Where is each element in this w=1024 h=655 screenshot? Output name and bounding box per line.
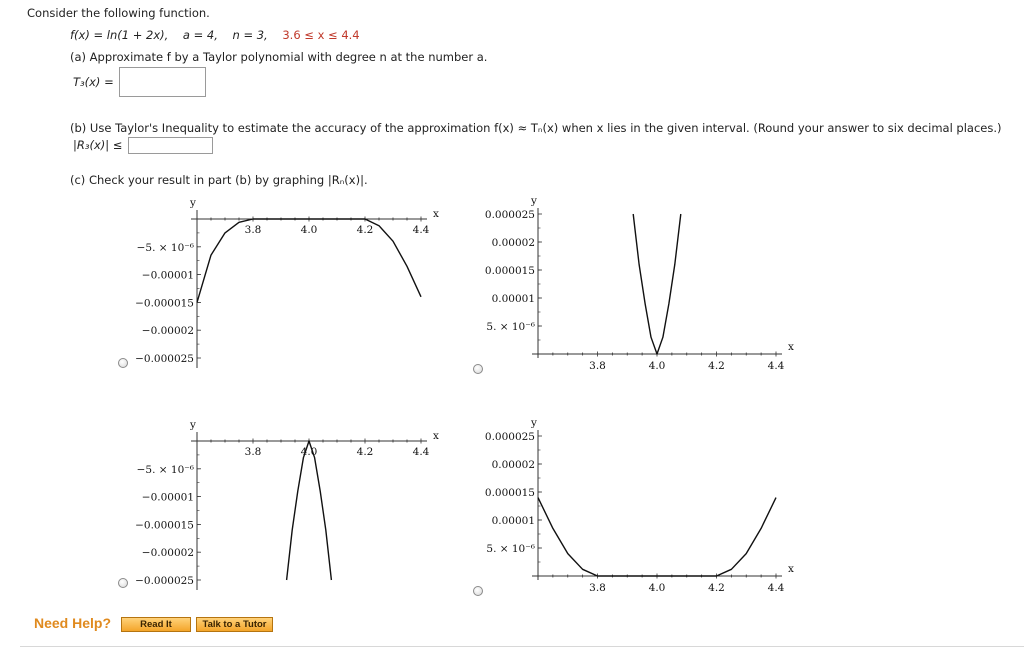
- x-tick-label: 4.0: [648, 360, 666, 372]
- y-tick-label: 0.00002: [491, 237, 535, 249]
- remainder-curve: [538, 498, 776, 576]
- section-divider: [20, 646, 1024, 647]
- y-tick-label: −0.000025: [135, 575, 194, 587]
- remainder-curve: [287, 441, 332, 580]
- x-tick-label: 3.8: [244, 224, 262, 236]
- y-tick-label: 0.000015: [484, 487, 535, 499]
- part-b-prompt: (b) Use Taylor's Inequality to estimate the accuracy of the approximation f(x) ≈ Tₙ(x) when x lies in the given interval. (Round your answer to six decimal places.): [70, 121, 1002, 135]
- y-axis-label: y: [531, 195, 537, 207]
- x-tick-label: 4.0: [300, 446, 318, 458]
- y-tick-label: 0.000015: [484, 265, 535, 277]
- x-tick-label: 4.4: [412, 224, 430, 236]
- graph-choice-radio-top-left[interactable]: [118, 358, 128, 368]
- center-value: a = 4,: [182, 28, 218, 42]
- y-tick-label: −0.000015: [135, 519, 194, 532]
- graph-option-bottom-right: [470, 412, 800, 597]
- y-tick-label: −0.00001: [141, 269, 194, 282]
- y-tick-label: 0.00001: [491, 293, 535, 305]
- x-tick-label: 3.8: [244, 446, 262, 458]
- graph-option-top-left: [115, 190, 445, 375]
- x-tick-label: 4.2: [708, 360, 725, 372]
- function-formula: f(x) = ln(1 + 2x),: [70, 28, 169, 42]
- y-tick-label: −0.000025: [135, 353, 194, 365]
- graph-option-top-right: [470, 190, 800, 375]
- part-a-prompt: (a) Approximate f by a Taylor polynomial with degree n at the number a.: [70, 50, 488, 64]
- y-tick-label: 5. × 10⁻⁶: [486, 543, 535, 555]
- x-tick-label: 4.4: [767, 360, 785, 372]
- graph-choice-radio-bottom-right[interactable]: [473, 586, 483, 596]
- read-it-button[interactable]: Read It: [121, 617, 191, 632]
- graph-choice-radio-top-right[interactable]: [473, 364, 483, 374]
- x-tick-label: 3.8: [589, 360, 606, 372]
- y-tick-label: −0.00002: [141, 547, 194, 560]
- graph-option-bottom-left: [115, 412, 445, 597]
- x-tick-label: 4.4: [412, 446, 430, 458]
- part-b-label: |R₃(x)| ≤: [73, 138, 123, 152]
- x-tick-label: 4.0: [300, 224, 318, 236]
- y-tick-label: 0.000025: [484, 431, 535, 443]
- y-axis-label: y: [531, 417, 537, 429]
- degree-value: n = 3,: [232, 28, 268, 42]
- y-tick-label: 0.00002: [491, 459, 535, 471]
- function-definition: [70, 28, 360, 42]
- y-tick-label: −0.000015: [135, 297, 194, 310]
- x-tick-label: 4.2: [356, 224, 374, 236]
- x-tick-label: 3.8: [589, 582, 606, 594]
- y-tick-label: 5. × 10⁻⁶: [486, 321, 535, 333]
- y-tick-label: 0.00001: [491, 515, 535, 527]
- interval-value: 3.6 ≤ x ≤ 4.4: [282, 28, 360, 42]
- y-axis-label: y: [190, 419, 196, 431]
- remainder-curve: [633, 214, 681, 354]
- y-tick-label: −5. × 10⁻⁶: [136, 241, 194, 254]
- x-tick-label: 4.4: [767, 582, 785, 594]
- taylor-polynomial-answer-box[interactable]: [119, 67, 206, 97]
- y-tick-label: −0.00001: [141, 491, 194, 504]
- x-axis-label: x: [788, 341, 794, 353]
- x-tick-label: 4.2: [708, 582, 725, 594]
- need-help-label: Need Help?: [34, 615, 112, 631]
- talk-to-tutor-button[interactable]: Talk to a Tutor: [196, 617, 273, 632]
- y-tick-label: −5. × 10⁻⁶: [136, 463, 194, 476]
- y-axis-label: y: [190, 197, 196, 209]
- intro-text: Consider the following function.: [27, 6, 210, 20]
- x-axis-label: x: [788, 563, 794, 575]
- remainder-bound-answer-box[interactable]: [128, 137, 213, 154]
- part-c-prompt: (c) Check your result in part (b) by graphing |Rₙ(x)|.: [70, 173, 368, 187]
- x-tick-label: 4.2: [356, 446, 374, 458]
- part-a-label: T₃(x) =: [73, 75, 114, 89]
- graph-choice-radio-bottom-left[interactable]: [118, 578, 128, 588]
- y-tick-label: 0.000025: [484, 209, 535, 221]
- y-tick-label: −0.00002: [141, 325, 194, 338]
- x-axis-label: x: [433, 208, 439, 220]
- x-axis-label: x: [433, 430, 439, 442]
- x-tick-label: 4.0: [648, 582, 666, 594]
